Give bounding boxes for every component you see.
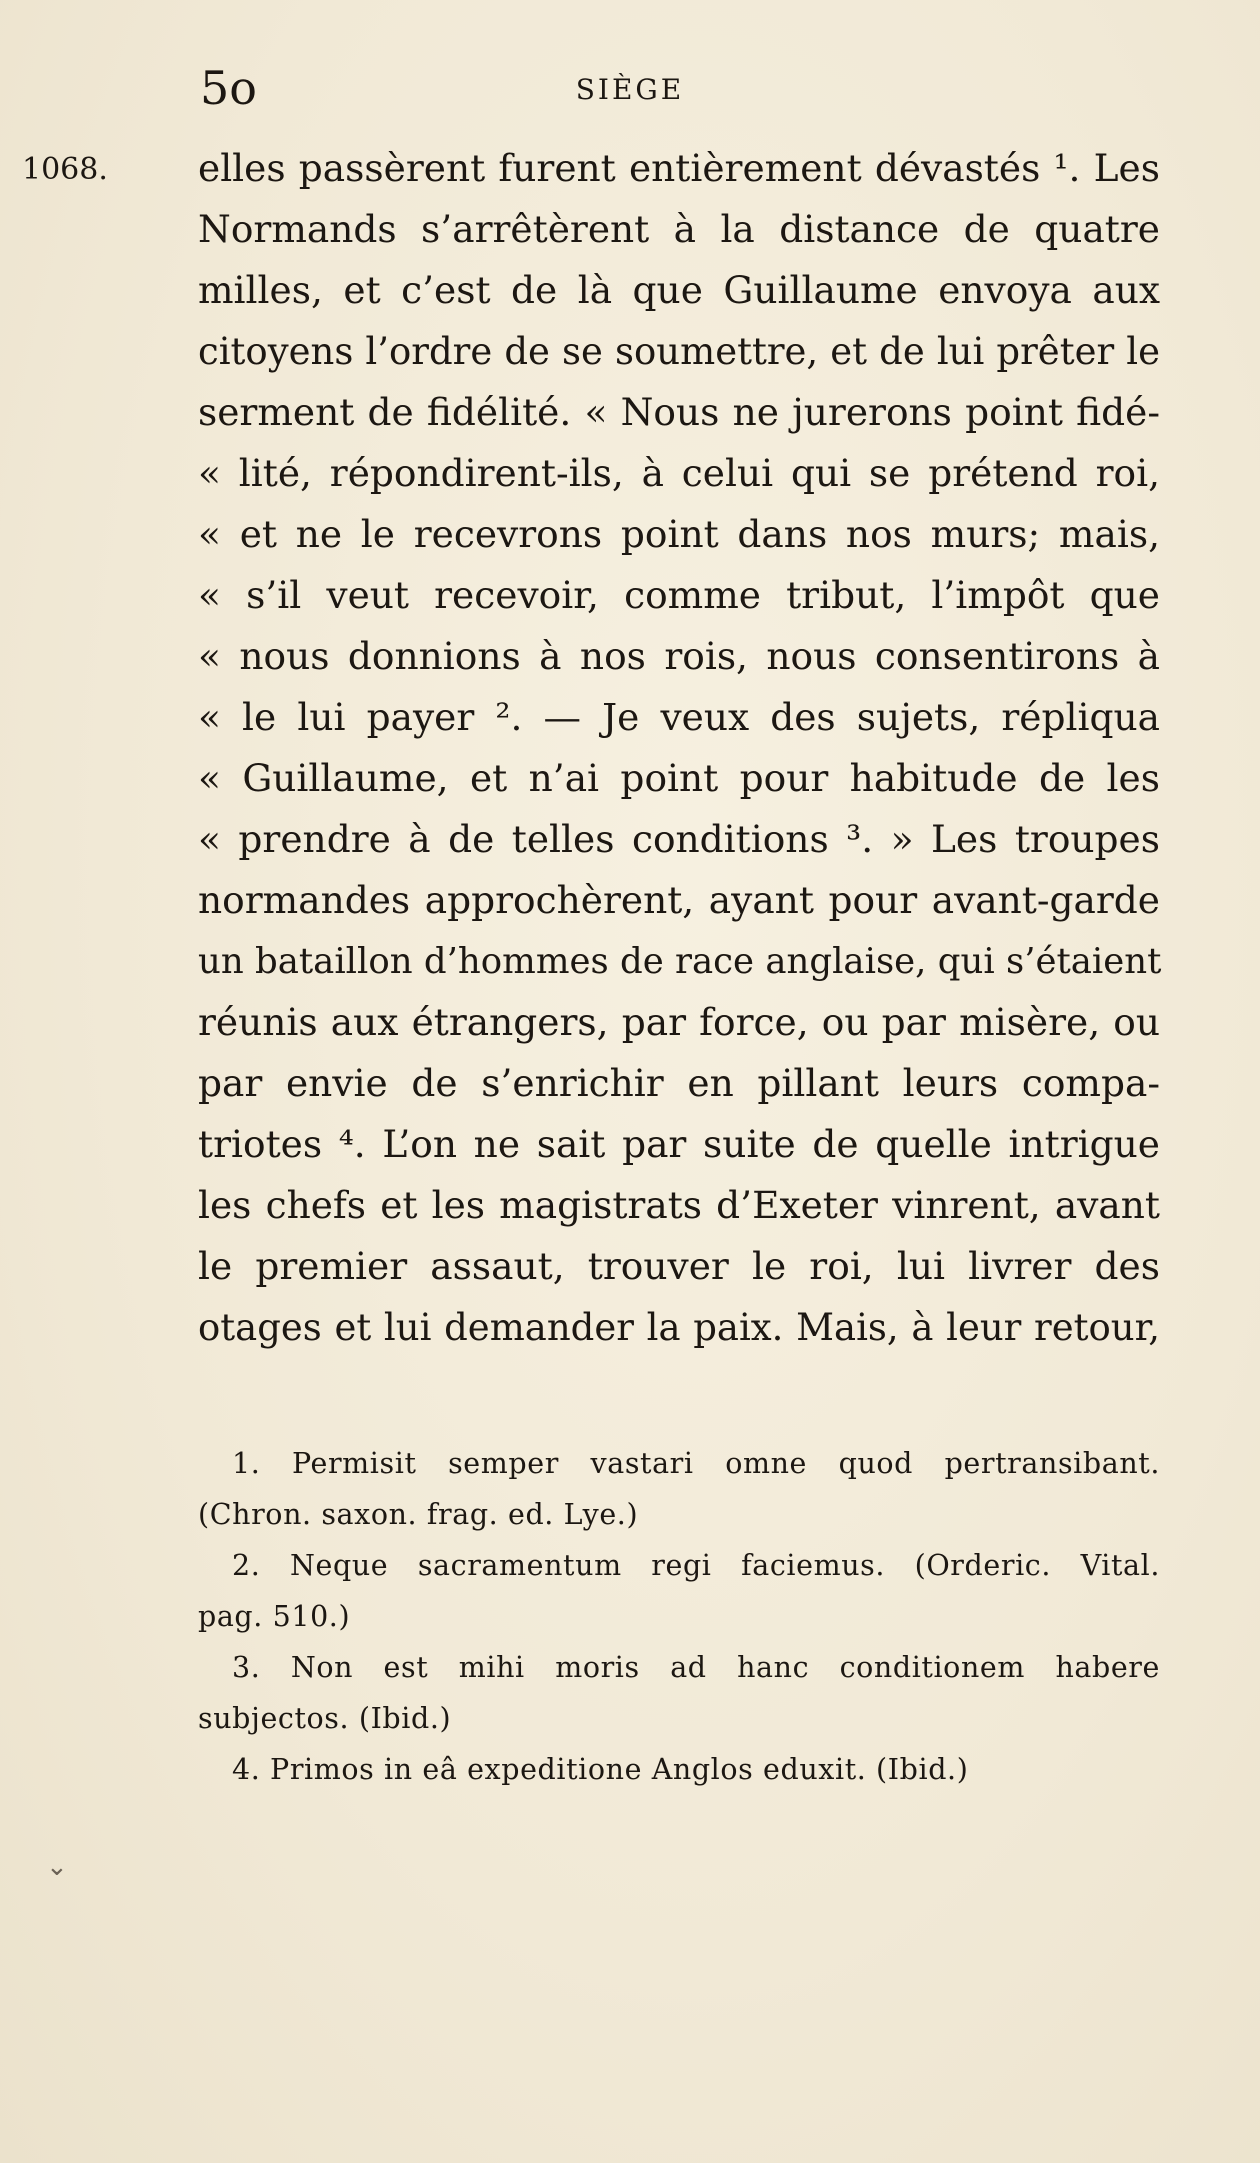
body-line: normandes approchèrent, ayant pour avant-garde (198, 878, 1160, 922)
footnote-4: 4. Primos in eâ expeditione Anglos eduxit. (Ibid.) (232, 1753, 969, 1786)
body-line: « Guillaume, et n’ai point pour habitude de les (198, 756, 1160, 800)
body-line: serment de fidélité. « Nous ne jurerons point fidé- (198, 390, 1160, 434)
margin-pencil-mark: ⌄ (46, 1852, 68, 1882)
body-line: par envie de s’enrichir en pillant leurs compa- (198, 1061, 1160, 1105)
body-line: « nous donnions à nos rois, nous consentirons à (198, 634, 1160, 678)
body-line: un bataillon d’hommes de race anglaise, qui s’étaient (198, 941, 1162, 982)
body-line: les chefs et les magistrats d’Exeter vinrent, avant (198, 1183, 1160, 1227)
page-number: 5o (200, 61, 257, 115)
body-line: réunis aux étrangers, par force, ou par misère, ou (198, 1000, 1160, 1044)
body-line: citoyens l’ordre de se soumettre, et de lui prêter le (198, 330, 1160, 373)
footnote-2-continuation: pag. 510.) (198, 1600, 351, 1633)
body-line: le premier assaut, trouver le roi, lui livrer des (198, 1244, 1160, 1288)
body-text (198, 138, 1160, 1358)
body-line: « s’il veut recevoir, comme tribut, l’impôt que (198, 573, 1160, 617)
body-line: milles, et c’est de là que Guillaume envoya aux (198, 268, 1160, 312)
footnote-3: 3. Non est mihi moris ad hanc conditionem habere (232, 1651, 1160, 1684)
margin-year-note: 1068. (22, 152, 108, 187)
body-line: Normands s’arrêtèrent à la distance de quatre (198, 207, 1160, 251)
body-line: otages et lui demander la paix. Mais, à leur retour, (198, 1306, 1160, 1349)
body-line: « lité, répondirent-ils, à celui qui se prétend roi, (198, 451, 1160, 495)
footnote-1: 1. Permisit semper vastari omne quod pertransibant. (232, 1447, 1160, 1480)
footnote-2: 2. Neque sacramentum regi faciemus. (Orderic. Vital. (232, 1549, 1160, 1582)
body-line: « prendre à de telles conditions ³. » Les troupes (198, 817, 1160, 861)
body-line: elles passèrent furent entièrement dévastés ¹. Les (198, 146, 1160, 190)
footnote-3-continuation: subjectos. (Ibid.) (198, 1702, 452, 1735)
footnote-1-continuation: (Chron. saxon. frag. ed. Lye.) (198, 1498, 639, 1531)
body-line: « le lui payer ². — Je veux des sujets, répliqua (198, 695, 1160, 739)
footnotes (198, 1438, 1160, 1795)
body-line: triotes ⁴. L’on ne sait par suite de quelle intrigue (198, 1122, 1160, 1166)
body-line: « et ne le recevrons point dans nos murs; mais, (198, 512, 1160, 556)
running-title: SIÈGE (575, 73, 685, 106)
